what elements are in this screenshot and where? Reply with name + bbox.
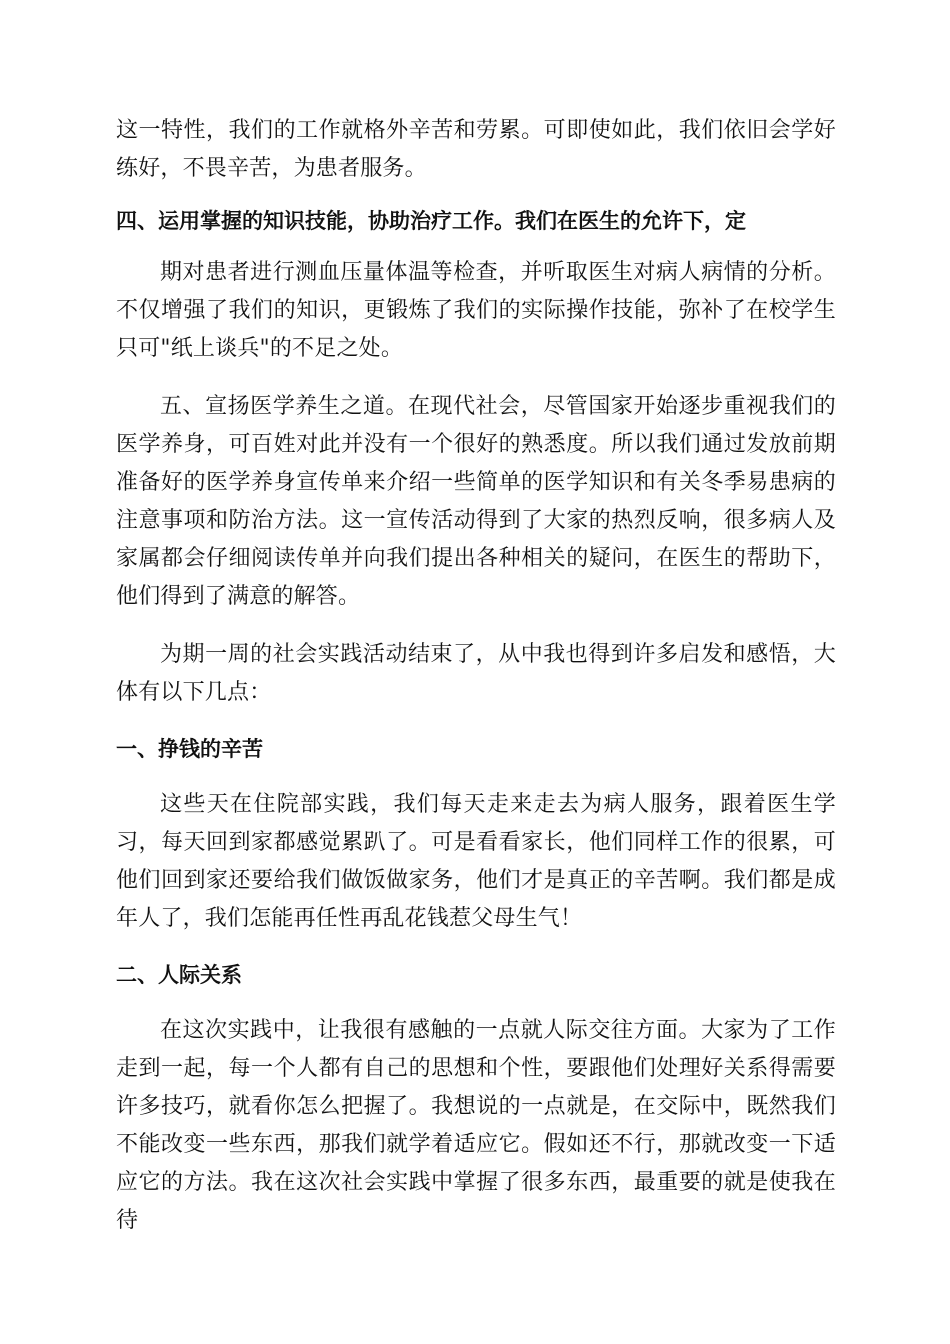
- paragraph-checkups: 期对患者进行测血压量体温等检查，并听取医生对病人病情的分析。不仅增强了我们的知识，更锻炼了我们的实际操作技能，弥补了在校学生只可"纸上谈兵"的不足之处。: [116, 260, 836, 361]
- heading-two-relations: 二、人际关系: [116, 963, 242, 987]
- paragraph-earning: 这些天在住院部实践，我们每天走来走去为病人服务，跟着医生学习，每天回到家都感觉累趴了。可是看看家长，他们同样工作的很累，可他们回到家还要给我们做饭做家务，他们才是真正的辛苦啊。我们都是成年人了，我们怎能再任性再乱花钱惹父母生气！: [116, 792, 836, 931]
- heading-one-earning: 一、挣钱的辛苦: [116, 737, 263, 761]
- paragraph-five-health: 五、宣扬医学养生之道。在现代社会，尽管国家开始逐步重视我们的医学养身，可百姓对此并没有一个很好的熟悉度。所以我们通过发放前期准备好的医学养身宣传单来介绍一些简单的医学知识和有关冬季易患病的注意事项和防治方法。这一宣传活动得到了大家的热烈反响，很多病人及家属都会仔细阅读传单并向我们提出各种相关的疑问，在医生的帮助下，他们得到了满意的解答。: [116, 394, 836, 609]
- heading-four-skills: 四、运用掌握的知识技能，协助治疗工作。我们在医生的允许下，定: [116, 209, 746, 233]
- paragraph-summary-intro: 为期一周的社会实践活动结束了，从中我也得到许多启发和感悟，大体有以下几点：: [116, 642, 836, 705]
- paragraph-relations: 在这次实践中，让我很有感触的一点就人际交往方面。大家为了工作走到一起，每一个人都有自己的思想和个性，要跟他们处理好关系得需要许多技巧，就看你怎么把握了。我想说的一点就是，在交际中，既然我们不能改变一些东西，那我们就学着适应它。假如还不行，那就改变一下适应它的方法。我在这次社会实践中掌握了很多东西，最重要的就是使我在待: [116, 1018, 836, 1233]
- paragraph-work-hardship: 这一特性，我们的工作就格外辛苦和劳累。可即使如此，我们依旧会学好练好，不畏辛苦，为患者服务。: [116, 118, 836, 181]
- document-page: [116, 112, 836, 1240]
